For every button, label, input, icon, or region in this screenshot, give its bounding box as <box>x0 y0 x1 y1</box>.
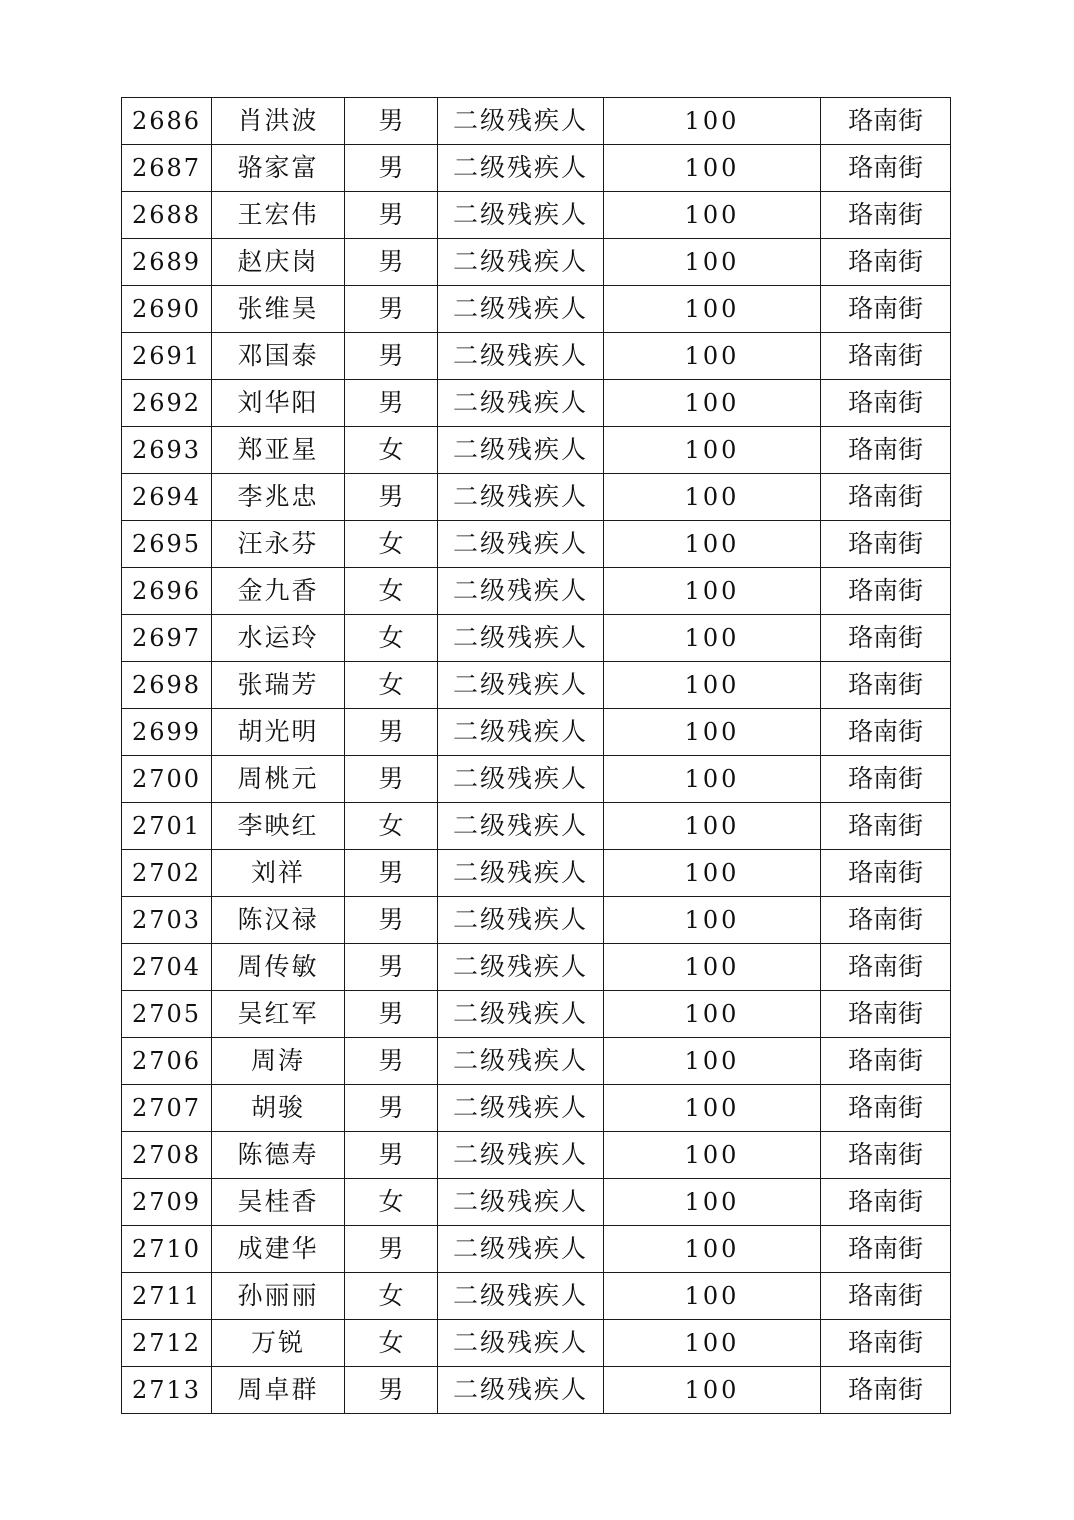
table-row <box>122 333 951 380</box>
serial-number-cell: 2703 <box>122 897 212 944</box>
name-cell: 胡光明 <box>212 709 345 756</box>
name-cell: 孙丽丽 <box>212 1273 345 1320</box>
name-cell: 金九香 <box>212 568 345 615</box>
recipient-table <box>121 97 951 1414</box>
serial-number-cell: 2689 <box>122 239 212 286</box>
serial-number-cell: 2706 <box>122 1038 212 1085</box>
name-cell: 陈汉禄 <box>212 897 345 944</box>
category-cell: 二级残疾人 <box>438 709 604 756</box>
gender-cell: 男 <box>345 333 438 380</box>
name-cell: 王宏伟 <box>212 192 345 239</box>
document-page <box>121 97 951 1414</box>
table-row <box>122 615 951 662</box>
amount-cell: 100 <box>604 850 821 897</box>
table-row <box>122 1320 951 1367</box>
serial-number-cell: 2708 <box>122 1132 212 1179</box>
name-cell: 李兆忠 <box>212 474 345 521</box>
table-row <box>122 474 951 521</box>
amount-cell: 100 <box>604 897 821 944</box>
gender-cell: 女 <box>345 568 438 615</box>
gender-cell: 男 <box>345 1367 438 1414</box>
table-row <box>122 1226 951 1273</box>
name-cell: 郑亚星 <box>212 427 345 474</box>
amount-cell: 100 <box>604 944 821 991</box>
serial-number-cell: 2692 <box>122 380 212 427</box>
amount-cell: 100 <box>604 192 821 239</box>
name-cell: 邓国泰 <box>212 333 345 380</box>
amount-cell: 100 <box>604 568 821 615</box>
category-cell: 二级残疾人 <box>438 803 604 850</box>
gender-cell: 女 <box>345 615 438 662</box>
serial-number-cell: 2705 <box>122 991 212 1038</box>
gender-cell: 男 <box>345 239 438 286</box>
category-cell: 二级残疾人 <box>438 991 604 1038</box>
table-row <box>122 1273 951 1320</box>
name-cell: 汪永芬 <box>212 521 345 568</box>
area-cell: 珞南街 <box>821 1179 951 1226</box>
gender-cell: 男 <box>345 1038 438 1085</box>
category-cell: 二级残疾人 <box>438 239 604 286</box>
name-cell: 肖洪波 <box>212 98 345 145</box>
amount-cell: 100 <box>604 709 821 756</box>
gender-cell: 男 <box>345 474 438 521</box>
table-row <box>122 756 951 803</box>
name-cell: 周传敏 <box>212 944 345 991</box>
area-cell: 珞南街 <box>821 756 951 803</box>
amount-cell: 100 <box>604 803 821 850</box>
table-row <box>122 521 951 568</box>
name-cell: 周卓群 <box>212 1367 345 1414</box>
gender-cell: 男 <box>345 1085 438 1132</box>
name-cell: 周桃元 <box>212 756 345 803</box>
name-cell: 成建华 <box>212 1226 345 1273</box>
name-cell: 陈德寿 <box>212 1132 345 1179</box>
table-row <box>122 1132 951 1179</box>
area-cell: 珞南街 <box>821 897 951 944</box>
table-row <box>122 1367 951 1414</box>
table-row <box>122 897 951 944</box>
table-row <box>122 286 951 333</box>
amount-cell: 100 <box>604 474 821 521</box>
serial-number-cell: 2712 <box>122 1320 212 1367</box>
area-cell: 珞南街 <box>821 145 951 192</box>
category-cell: 二级残疾人 <box>438 662 604 709</box>
gender-cell: 男 <box>345 756 438 803</box>
table-row <box>122 239 951 286</box>
amount-cell: 100 <box>604 756 821 803</box>
area-cell: 珞南街 <box>821 944 951 991</box>
table-row <box>122 1038 951 1085</box>
amount-cell: 100 <box>604 239 821 286</box>
area-cell: 珞南街 <box>821 239 951 286</box>
area-cell: 珞南街 <box>821 803 951 850</box>
area-cell: 珞南街 <box>821 850 951 897</box>
category-cell: 二级残疾人 <box>438 1179 604 1226</box>
area-cell: 珞南街 <box>821 615 951 662</box>
name-cell: 胡骏 <box>212 1085 345 1132</box>
table-row <box>122 991 951 1038</box>
amount-cell: 100 <box>604 333 821 380</box>
amount-cell: 100 <box>604 1179 821 1226</box>
table-body <box>122 98 951 1414</box>
name-cell: 李映红 <box>212 803 345 850</box>
name-cell: 刘华阳 <box>212 380 345 427</box>
serial-number-cell: 2709 <box>122 1179 212 1226</box>
serial-number-cell: 2695 <box>122 521 212 568</box>
serial-number-cell: 2699 <box>122 709 212 756</box>
serial-number-cell: 2687 <box>122 145 212 192</box>
name-cell: 吴桂香 <box>212 1179 345 1226</box>
area-cell: 珞南街 <box>821 427 951 474</box>
table-row <box>122 1179 951 1226</box>
table-row <box>122 427 951 474</box>
area-cell: 珞南街 <box>821 521 951 568</box>
category-cell: 二级残疾人 <box>438 615 604 662</box>
amount-cell: 100 <box>604 380 821 427</box>
category-cell: 二级残疾人 <box>438 192 604 239</box>
table-row <box>122 944 951 991</box>
area-cell: 珞南街 <box>821 474 951 521</box>
gender-cell: 男 <box>345 192 438 239</box>
category-cell: 二级残疾人 <box>438 521 604 568</box>
name-cell: 水运玲 <box>212 615 345 662</box>
category-cell: 二级残疾人 <box>438 286 604 333</box>
amount-cell: 100 <box>604 286 821 333</box>
amount-cell: 100 <box>604 145 821 192</box>
table-row <box>122 1085 951 1132</box>
area-cell: 珞南街 <box>821 662 951 709</box>
table-row <box>122 380 951 427</box>
category-cell: 二级残疾人 <box>438 756 604 803</box>
amount-cell: 100 <box>604 1132 821 1179</box>
gender-cell: 男 <box>345 1132 438 1179</box>
category-cell: 二级残疾人 <box>438 1273 604 1320</box>
name-cell: 赵庆岗 <box>212 239 345 286</box>
area-cell: 珞南街 <box>821 991 951 1038</box>
area-cell: 珞南街 <box>821 380 951 427</box>
serial-number-cell: 2701 <box>122 803 212 850</box>
gender-cell: 男 <box>345 897 438 944</box>
category-cell: 二级残疾人 <box>438 1038 604 1085</box>
area-cell: 珞南街 <box>821 709 951 756</box>
name-cell: 刘祥 <box>212 850 345 897</box>
serial-number-cell: 2700 <box>122 756 212 803</box>
category-cell: 二级残疾人 <box>438 1320 604 1367</box>
category-cell: 二级残疾人 <box>438 474 604 521</box>
serial-number-cell: 2702 <box>122 850 212 897</box>
name-cell: 张瑞芳 <box>212 662 345 709</box>
category-cell: 二级残疾人 <box>438 98 604 145</box>
category-cell: 二级残疾人 <box>438 145 604 192</box>
amount-cell: 100 <box>604 615 821 662</box>
name-cell: 万锐 <box>212 1320 345 1367</box>
category-cell: 二级残疾人 <box>438 427 604 474</box>
serial-number-cell: 2686 <box>122 98 212 145</box>
serial-number-cell: 2690 <box>122 286 212 333</box>
area-cell: 珞南街 <box>821 286 951 333</box>
category-cell: 二级残疾人 <box>438 944 604 991</box>
category-cell: 二级残疾人 <box>438 1085 604 1132</box>
category-cell: 二级残疾人 <box>438 333 604 380</box>
table-row <box>122 98 951 145</box>
table-row <box>122 850 951 897</box>
amount-cell: 100 <box>604 1367 821 1414</box>
area-cell: 珞南街 <box>821 1273 951 1320</box>
serial-number-cell: 2704 <box>122 944 212 991</box>
category-cell: 二级残疾人 <box>438 1132 604 1179</box>
serial-number-cell: 2693 <box>122 427 212 474</box>
gender-cell: 女 <box>345 803 438 850</box>
category-cell: 二级残疾人 <box>438 850 604 897</box>
gender-cell: 男 <box>345 286 438 333</box>
gender-cell: 男 <box>345 380 438 427</box>
area-cell: 珞南街 <box>821 1226 951 1273</box>
gender-cell: 男 <box>345 709 438 756</box>
serial-number-cell: 2688 <box>122 192 212 239</box>
gender-cell: 女 <box>345 521 438 568</box>
table-row <box>122 145 951 192</box>
serial-number-cell: 2691 <box>122 333 212 380</box>
gender-cell: 女 <box>345 1273 438 1320</box>
table-row <box>122 709 951 756</box>
amount-cell: 100 <box>604 662 821 709</box>
serial-number-cell: 2713 <box>122 1367 212 1414</box>
gender-cell: 男 <box>345 145 438 192</box>
serial-number-cell: 2698 <box>122 662 212 709</box>
serial-number-cell: 2711 <box>122 1273 212 1320</box>
area-cell: 珞南街 <box>821 568 951 615</box>
category-cell: 二级残疾人 <box>438 380 604 427</box>
gender-cell: 女 <box>345 662 438 709</box>
table-row <box>122 192 951 239</box>
area-cell: 珞南街 <box>821 1038 951 1085</box>
category-cell: 二级残疾人 <box>438 1367 604 1414</box>
amount-cell: 100 <box>604 427 821 474</box>
amount-cell: 100 <box>604 1085 821 1132</box>
gender-cell: 男 <box>345 98 438 145</box>
serial-number-cell: 2697 <box>122 615 212 662</box>
name-cell: 张维昊 <box>212 286 345 333</box>
amount-cell: 100 <box>604 1038 821 1085</box>
gender-cell: 女 <box>345 1179 438 1226</box>
serial-number-cell: 2710 <box>122 1226 212 1273</box>
gender-cell: 男 <box>345 850 438 897</box>
category-cell: 二级残疾人 <box>438 568 604 615</box>
area-cell: 珞南街 <box>821 98 951 145</box>
gender-cell: 男 <box>345 1226 438 1273</box>
gender-cell: 男 <box>345 991 438 1038</box>
amount-cell: 100 <box>604 1320 821 1367</box>
gender-cell: 男 <box>345 944 438 991</box>
area-cell: 珞南街 <box>821 1085 951 1132</box>
area-cell: 珞南街 <box>821 1320 951 1367</box>
amount-cell: 100 <box>604 1273 821 1320</box>
amount-cell: 100 <box>604 521 821 568</box>
amount-cell: 100 <box>604 1226 821 1273</box>
table-row <box>122 662 951 709</box>
category-cell: 二级残疾人 <box>438 1226 604 1273</box>
serial-number-cell: 2707 <box>122 1085 212 1132</box>
name-cell: 周涛 <box>212 1038 345 1085</box>
serial-number-cell: 2696 <box>122 568 212 615</box>
serial-number-cell: 2694 <box>122 474 212 521</box>
gender-cell: 女 <box>345 1320 438 1367</box>
amount-cell: 100 <box>604 991 821 1038</box>
gender-cell: 女 <box>345 427 438 474</box>
area-cell: 珞南街 <box>821 333 951 380</box>
category-cell: 二级残疾人 <box>438 897 604 944</box>
table-row <box>122 568 951 615</box>
amount-cell: 100 <box>604 98 821 145</box>
area-cell: 珞南街 <box>821 1132 951 1179</box>
name-cell: 吴红军 <box>212 991 345 1038</box>
area-cell: 珞南街 <box>821 192 951 239</box>
name-cell: 骆家富 <box>212 145 345 192</box>
area-cell: 珞南街 <box>821 1367 951 1414</box>
table-row <box>122 803 951 850</box>
